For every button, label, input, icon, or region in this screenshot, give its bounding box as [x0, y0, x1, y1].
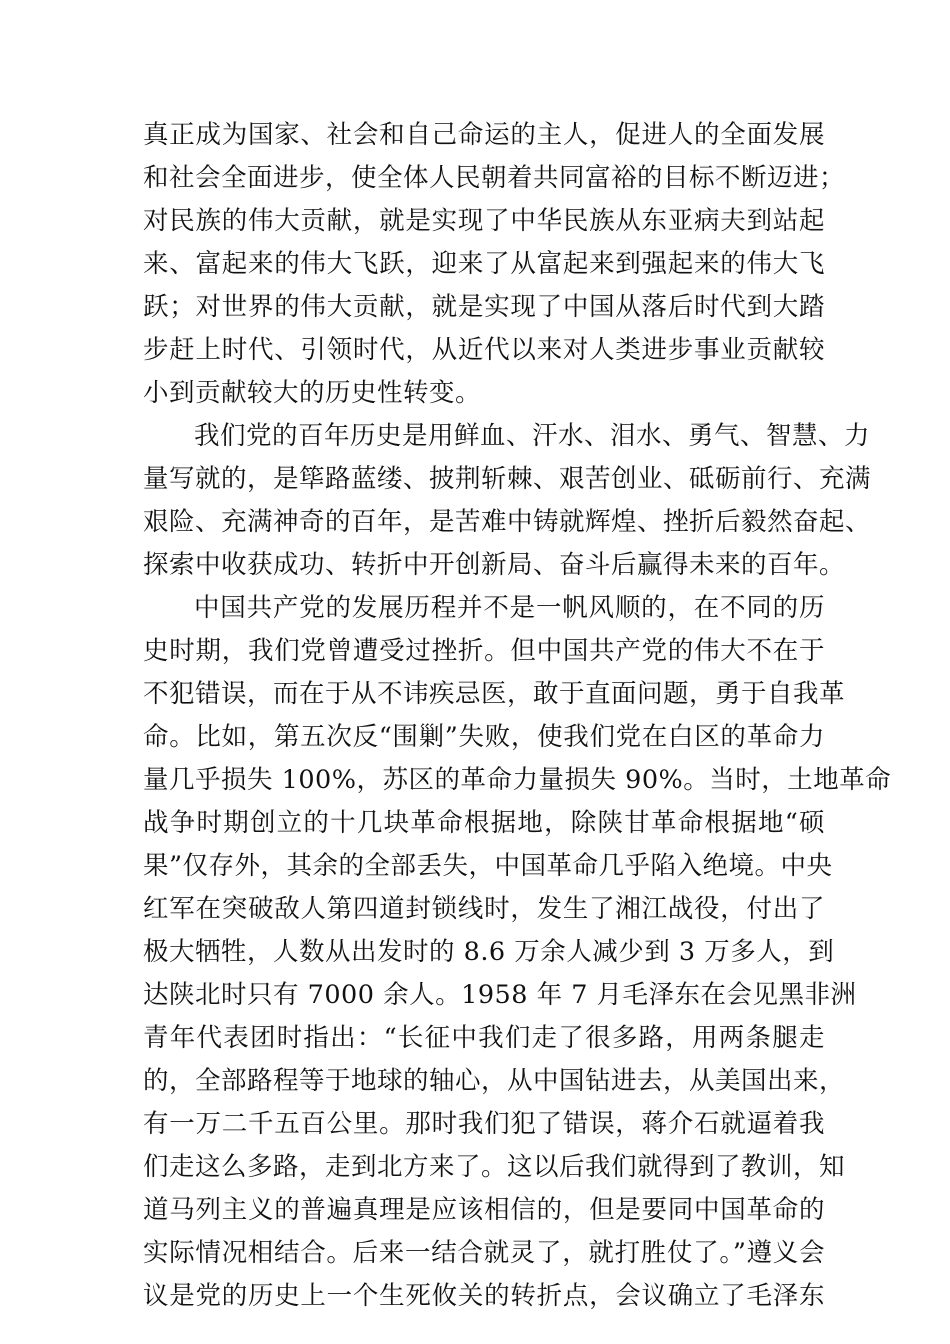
text-line: 量几乎损失 100%，苏区的革命力量损失 90%。当时，土地革命 [143, 765, 892, 795]
paragraph-2 [143, 415, 872, 587]
text-line: 来、富起来的伟大飞跃，迎来了从富起来到强起来的伟大飞 [143, 249, 825, 279]
text-line: 量写就的，是筚路蓝缕、披荆斩棘、艰苦创业、砥砺前行、充满 [143, 464, 872, 494]
text-line: 极大牺牲，人数从出发时的 8.6 万余人减少到 3 万多人，到 [143, 937, 835, 967]
paragraph-1 [143, 114, 846, 415]
text-line: 小到贡献较大的历史性转变。 [143, 378, 482, 408]
text-line: 命。比如，第五次反“围剿”失败，使我们党在白区的革命力 [143, 722, 825, 752]
text-line: 和社会全面进步，使全体人民朝着共同富裕的目标不断迈进； [143, 163, 846, 193]
text-line: 对民族的伟大贡献，就是实现了中华民族从东亚病夫到站起 [143, 206, 825, 236]
text-line: 有一万二千五百公里。那时我们犯了错误，蒋介石就逼着我 [143, 1109, 825, 1139]
body-text [143, 114, 892, 1318]
text-line: 艰险、充满神奇的百年，是苦难中铸就辉煌、挫折后毅然奋起、 [143, 507, 872, 537]
text-line: 跃；对世界的伟大贡献，就是实现了中国从落后时代到大踏 [143, 292, 825, 322]
text-line: 我们党的百年历史是用鲜血、汗水、泪水、勇气、智慧、力 [194, 421, 871, 451]
text-line: 红军在突破敌人第四道封锁线时，发生了湘江战役，付出了 [143, 894, 825, 924]
text-line: 探索中收获成功、转折中开创新局、奋斗后赢得未来的百年。 [143, 550, 846, 580]
text-line: 中国共产党的发展历程并不是一帆风顺的，在不同的历 [194, 593, 825, 623]
text-line: 不犯错误，而在于从不讳疾忌医，敢于直面问题，勇于自我革 [143, 679, 846, 709]
text-line: 史时期，我们党曾遭受过挫折。但中国共产党的伟大不在于 [143, 636, 825, 666]
text-line: 青年代表团时指出：“长征中我们走了很多路，用两条腿走 [143, 1023, 825, 1053]
text-line: 们走这么多路，走到北方来了。这以后我们就得到了教训，知 [143, 1152, 846, 1182]
text-line: 真正成为国家、社会和自己命运的主人，促进人的全面发展 [143, 120, 825, 150]
text-line: 道马列主义的普遍真理是应该相信的，但是要同中国革命的 [143, 1195, 825, 1225]
text-line: 步赶上时代、引领时代，从近代以来对人类进步事业贡献较 [143, 335, 825, 365]
text-line: 果”仅存外，其余的全部丢失，中国革命几乎陷入绝境。中央 [143, 851, 833, 881]
text-line: 的，全部路程等于地球的轴心，从中国钻进去，从美国出来， [143, 1066, 846, 1096]
text-line: 议是党的历史上一个生死攸关的转折点，会议确立了毛泽东 [143, 1281, 825, 1311]
text-line: 实际情况相结合。后来一结合就灵了，就打胜仗了。”遵义会 [143, 1238, 825, 1268]
text-line: 达陕北时只有 7000 余人。1958 年 7 月毛泽东在会见黑非洲 [143, 980, 857, 1010]
paragraph-3 [143, 587, 892, 1318]
text-line: 战争时期创立的十几块革命根据地，除陕甘革命根据地“硕 [143, 808, 825, 838]
